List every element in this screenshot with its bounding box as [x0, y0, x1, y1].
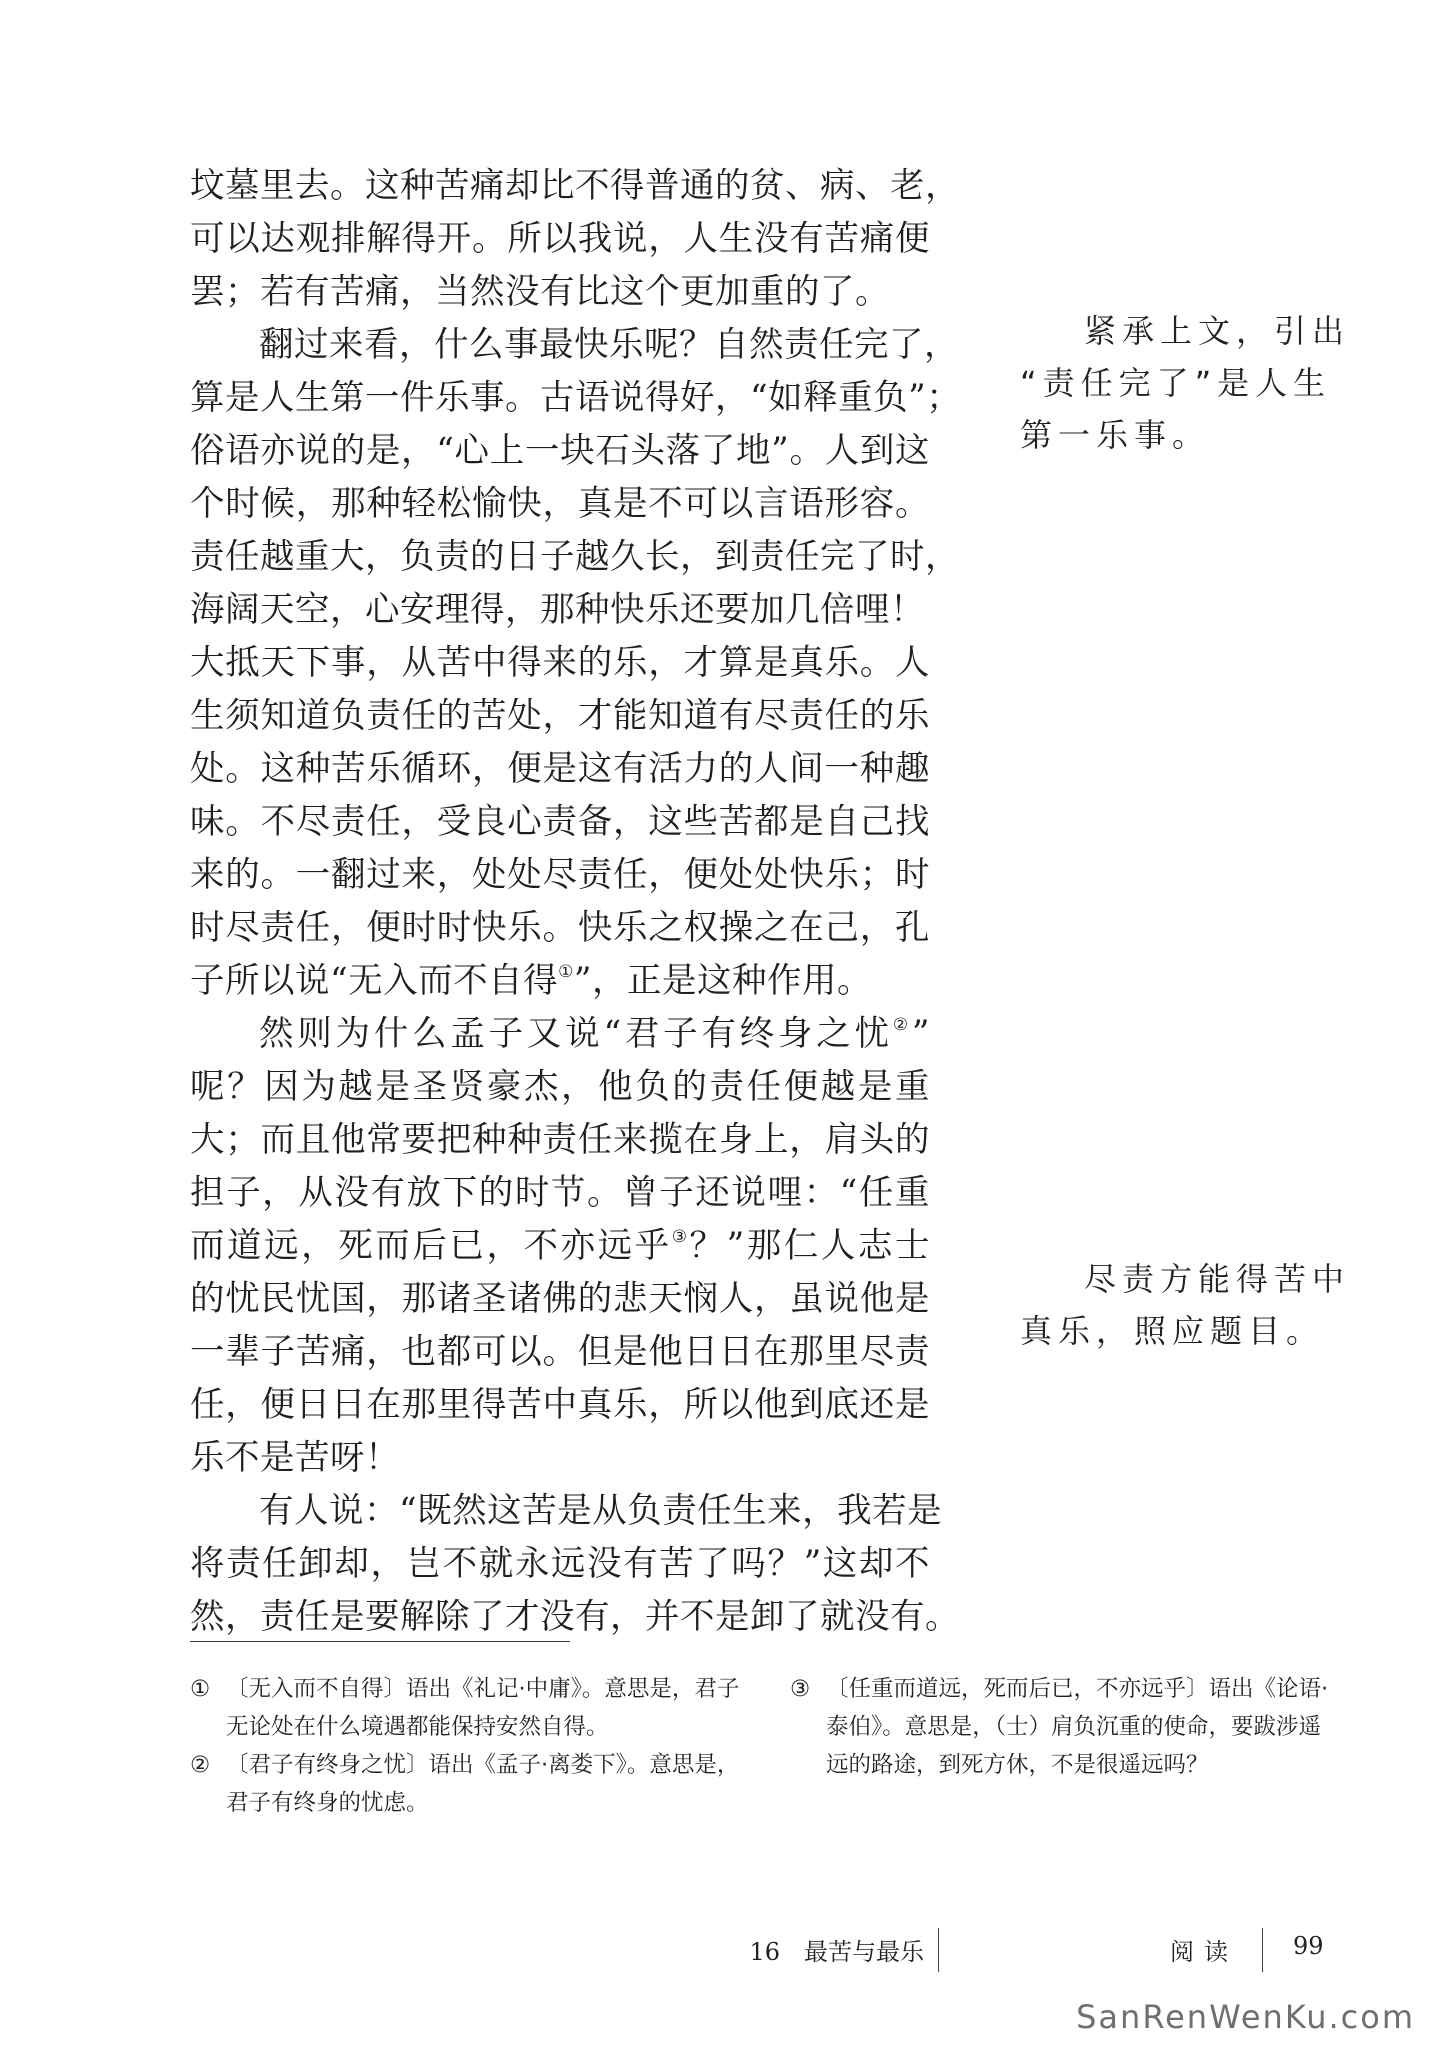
footnote-marker: ③ [671, 1227, 690, 1247]
body-line: 有人说：“既然这苦是从负责任生来，我若是 [259, 1491, 943, 1531]
footnote-divider [190, 1641, 570, 1642]
body-text-segment: ” [911, 1014, 930, 1054]
body-line: 坟墓里去。这种苦痛却比不得普通的贫、病、老， [190, 166, 960, 206]
body-line: 翻过来看，什么事最快乐呢？自然责任完了， [259, 325, 959, 365]
body-text-segment: 而道远，死而后已，不亦远乎 [190, 1226, 672, 1266]
body-text-segment: 然则为什么孟子又说“君子有终身之忧 [259, 1014, 893, 1054]
page-footer [0, 1920, 1449, 1980]
footnotes-right-column [790, 1670, 1340, 1784]
body-line: 责任越重大，负责的日子越久长，到责任完了时， [190, 537, 960, 577]
chapter-title: 最苦与最乐 [804, 1938, 924, 1966]
body-line: 大；而且他常要把种种责任来揽在身上，肩头的 [190, 1120, 930, 1160]
footnote-text: 〔无入而不自得〕语出《礼记·中庸》。意思是，君子无论处在什么境遇都能保持安然自得。 [226, 1676, 740, 1740]
footer-divider [938, 1928, 939, 1972]
body-text-segment: ”，正是这种作用。 [573, 961, 873, 1001]
annotation-line: “责任完了”是人生 [1020, 364, 1332, 402]
footnote [190, 1746, 750, 1822]
annotation-line: 第一乐事。 [1020, 416, 1211, 454]
page-number: 99 [1293, 1932, 1324, 1960]
footnote-marker: ① [558, 962, 574, 982]
footnote-marker: ② [892, 1015, 912, 1035]
body-line: 的忧民忧国，那诸圣诸佛的悲天悯人，虽说他是 [190, 1279, 930, 1319]
footer-divider [1262, 1928, 1263, 1972]
margin-annotation-2 [1020, 1253, 1351, 1357]
body-line: 俗语亦说的是，“心上一块石头落了地”。人到这 [190, 431, 930, 471]
body-line: 味。不尽责任，受良心责备，这些苦都是自己找 [190, 802, 930, 842]
body-line: 时尽责任，便时时快乐。快乐之权操之在己，孔 [190, 908, 930, 948]
section-label: 阅读 [1170, 1938, 1238, 1966]
chapter-info [749, 1932, 924, 1967]
annotation-line: 真乐，照应题目。 [1020, 1312, 1325, 1350]
footnote-number: ① [190, 1676, 211, 1702]
body-line: 可以达观排解得开。所以我说，人生没有苦痛便 [190, 219, 930, 259]
annotation-line: 紧承上文，引出 [1084, 312, 1351, 350]
body-line: 乐不是苦呀！ [190, 1438, 400, 1478]
footnote [790, 1670, 1340, 1784]
footnote-text: 〔任重而道远，死而后已，不亦远乎〕语出《论语·泰伯》。意思是，（士）肩负沉重的使命，要跋涉遥远的路途，到死方休，不是很遥远吗？ [826, 1676, 1329, 1778]
body-line: 算是人生第一件乐事。古语说得好，“如释重负”； [190, 378, 962, 418]
site-watermark: SanRenWenKu.com [1076, 1998, 1415, 2036]
footnote-number: ③ [790, 1676, 811, 1702]
body-line: 罢；若有苦痛，当然没有比这个更加重的了。 [190, 272, 890, 312]
body-line [190, 1220, 930, 1273]
footnotes-left-column [190, 1670, 750, 1822]
margin-annotation-1 [1020, 305, 1351, 461]
body-line: 处。这种苦乐循环，便是这有活力的人间一种趣 [190, 749, 930, 789]
body-line: 任，便日日在那里得苦中真乐，所以他到底还是 [190, 1385, 930, 1425]
annotation-line: 尽责方能得苦中 [1084, 1260, 1351, 1298]
body-line: 个时候，那种轻松愉快，真是不可以言语形容。 [190, 484, 930, 524]
article-body [190, 160, 962, 1644]
footnote-text: 〔君子有终身之忧〕语出《孟子·离娄下》。意思是，君子有终身的忧虑。 [226, 1752, 740, 1816]
body-text-segment: 子所以说“无入而不自得 [190, 961, 559, 1001]
footnote-number: ② [190, 1752, 211, 1778]
body-line: 一辈子苦痛，也都可以。但是他日日在那里尽责 [190, 1332, 930, 1372]
body-line: 生须知道负责任的苦处，才能知道有尽责任的乐 [190, 696, 930, 736]
body-line: 担子，从没有放下的时节。曾子还说哩：“任重 [190, 1173, 930, 1213]
body-text-segment: ？”那仁人志士 [689, 1226, 931, 1266]
body-line: 来的。一翻过来，处处尽责任，便处处快乐；时 [190, 855, 930, 895]
body-line: 然，责任是要解除了才没有，并不是卸了就没有。 [190, 1597, 960, 1637]
body-line: 将责任卸却，岂不就永远没有苦了吗？”这却不 [190, 1544, 930, 1584]
body-line: 呢？因为越是圣贤豪杰，他负的责任便越是重 [190, 1067, 930, 1107]
body-line: 大抵天下事，从苦中得来的乐，才算是真乐。人 [190, 643, 930, 683]
chapter-number: 16 [749, 1938, 780, 1966]
footnote [190, 1670, 750, 1746]
body-line: 海阔天空，心安理得，那种快乐还要加几倍哩！ [190, 590, 925, 630]
body-line [190, 1008, 930, 1061]
body-line [190, 955, 930, 1008]
